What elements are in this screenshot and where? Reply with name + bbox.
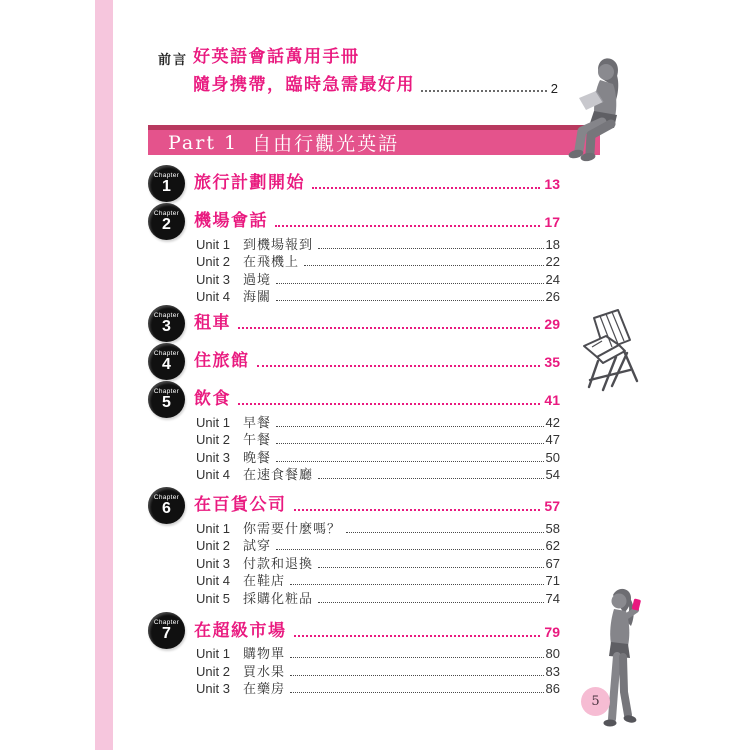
chapter-title: 在超級市場 [194, 620, 287, 640]
dotted-leader [318, 478, 544, 479]
chapter-title: 住旅館 [194, 351, 250, 370]
dotted-leader [318, 567, 544, 568]
unit-entry[interactable]: Unit 3 在藥房 86 [196, 681, 560, 696]
dotted-leader [276, 549, 544, 550]
unit-page-number: 83 [545, 663, 560, 679]
unit-entry[interactable]: Unit 1 早餐 42 [196, 414, 560, 430]
dotted-leader [290, 675, 544, 676]
chapter-page-number: 17 [544, 214, 560, 230]
deck-chair-illustration [572, 306, 648, 394]
page-number: 5 [591, 694, 600, 709]
chapter-entry[interactable] [148, 304, 560, 342]
chapter-title: 機場會話 [194, 211, 268, 230]
unit-entry[interactable]: Unit 2 買水果 83 [196, 663, 560, 679]
chapter-group [148, 202, 560, 304]
chapter-badge: Chapter 2 [148, 203, 185, 240]
dotted-leader [290, 657, 544, 658]
unit-entry[interactable]: Unit 2 試穿 62 [196, 538, 560, 553]
dotted-leader [304, 265, 544, 266]
chapter-entry[interactable] [148, 164, 560, 202]
unit-page-number: 67 [545, 555, 560, 571]
unit-entry[interactable]: Unit 4 在鞋店 71 [196, 573, 560, 588]
chapter-group [148, 304, 560, 342]
unit-page-number: 74 [545, 590, 560, 606]
unit-page-number: 86 [545, 681, 560, 696]
dotted-leader [276, 426, 544, 427]
left-margin-stripe [95, 0, 113, 750]
dotted-leader [290, 584, 544, 585]
chapter-page-number: 57 [544, 498, 560, 514]
unit-page-number: 50 [545, 449, 560, 465]
chapter-badge: Chapter 3 [148, 305, 185, 342]
dotted-leader [318, 602, 544, 603]
chapter-title: 租車 [194, 313, 231, 332]
table-of-contents [148, 164, 560, 696]
dotted-leader [294, 635, 541, 637]
unit-entry[interactable]: Unit 3 付款和退換 67 [196, 555, 560, 571]
chapter-group [148, 164, 560, 202]
unit-entry[interactable]: Unit 5 採購化粧品 74 [196, 590, 560, 606]
chapter-badge: Chapter 1 [148, 165, 185, 202]
walking-woman-illustration [590, 588, 652, 738]
page-number-badge [581, 687, 610, 716]
unit-entry[interactable]: Unit 4 在速食餐廳 54 [196, 467, 560, 482]
dotted-leader [276, 283, 544, 284]
chapter-title: 飲食 [194, 389, 231, 408]
dotted-leader [318, 248, 544, 249]
unit-entry[interactable]: Unit 1 購物單 80 [196, 646, 560, 661]
dotted-leader [346, 532, 544, 533]
foreword-title-line2: 隨身携帶，臨時急需最好用 [193, 75, 415, 94]
unit-page-number: 80 [545, 646, 560, 661]
dotted-leader [238, 327, 540, 329]
sitting-woman-icon [550, 56, 645, 166]
foreword-title-line1: 好英語會話萬用手冊 [193, 47, 360, 66]
unit-entry[interactable]: Unit 2 午餐 47 [196, 432, 560, 447]
chapter-title: 旅行計劃開始 [194, 173, 305, 192]
chapter-page-number: 29 [544, 316, 560, 332]
chapter-group [148, 380, 560, 482]
chapter-page-number: 41 [544, 392, 560, 408]
deck-chair-icon [572, 306, 648, 394]
unit-entry[interactable]: Unit 2 在飛機上 22 [196, 254, 560, 269]
chapter-group [148, 342, 560, 380]
unit-page-number: 47 [545, 432, 560, 447]
chapter-page-number: 79 [544, 623, 560, 640]
dotted-leader [421, 90, 547, 92]
dotted-leader [275, 225, 540, 227]
chapter-badge: Chapter 6 [148, 487, 185, 524]
foreword-toc-line[interactable] [158, 74, 558, 96]
dotted-leader [312, 187, 540, 189]
unit-entry[interactable]: Unit 3 晚餐 50 [196, 449, 560, 465]
unit-page-number: 18 [545, 236, 560, 252]
dotted-leader [257, 365, 541, 367]
dotted-leader [294, 509, 541, 511]
unit-page-number: 58 [545, 520, 560, 536]
chapter-page-number: 35 [544, 354, 560, 370]
part-title: 自由行觀光英語 [252, 133, 400, 155]
unit-page-number: 62 [545, 538, 560, 553]
unit-entry[interactable]: Unit 1 到機場報到 18 [196, 236, 560, 252]
chapter-group [148, 486, 560, 606]
chapter-entry[interactable] [148, 342, 560, 380]
dotted-leader [276, 300, 544, 301]
unit-entry[interactable]: Unit 4 海關 26 [196, 289, 560, 304]
dotted-leader [276, 461, 544, 462]
part-banner [148, 125, 600, 155]
walking-woman-icon [590, 588, 652, 738]
unit-page-number: 71 [545, 573, 560, 588]
sitting-woman-illustration [550, 56, 645, 166]
unit-page-number: 42 [545, 414, 560, 430]
foreword-label: 前言 [158, 52, 189, 67]
chapter-title: 在百貨公司 [194, 495, 287, 514]
unit-page-number: 22 [545, 254, 560, 269]
unit-entry[interactable]: Unit 3 過境 24 [196, 271, 560, 287]
dotted-leader [290, 692, 544, 693]
chapter-badge: Chapter 5 [148, 381, 185, 418]
chapter-badge: Chapter 7 [148, 612, 185, 649]
part-label: Part 1 [168, 131, 239, 154]
unit-page-number: 26 [545, 289, 560, 304]
foreword-entry [158, 46, 558, 96]
chapter-group [148, 612, 560, 697]
dotted-leader [238, 403, 540, 405]
chapter-page-number: 13 [544, 176, 560, 192]
unit-entry[interactable]: Unit 1 你需要什麼嗎？ 58 [196, 520, 560, 536]
unit-page-number: 54 [545, 467, 560, 482]
unit-page-number: 24 [545, 271, 560, 287]
chapter-badge: Chapter 4 [148, 343, 185, 380]
dotted-leader [276, 443, 544, 444]
foreword-page-number: 2 [550, 81, 558, 96]
